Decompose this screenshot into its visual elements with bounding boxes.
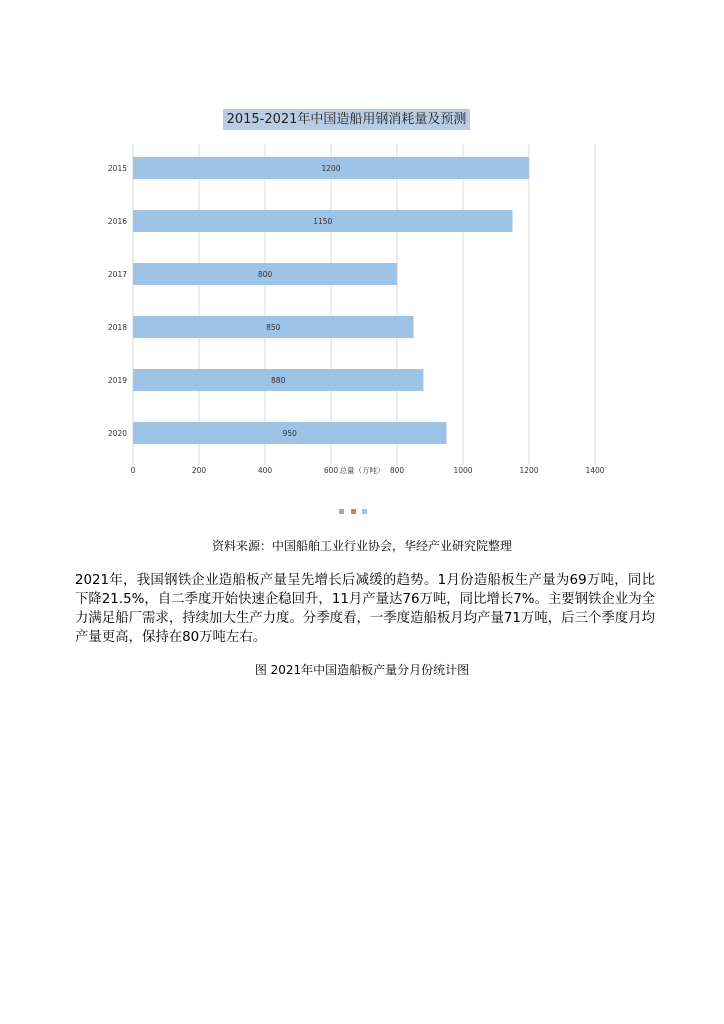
- x-axis-title: 总量（万吨）: [339, 466, 385, 475]
- x-tick-label: 1000: [453, 466, 473, 475]
- x-tick-label: 800: [389, 466, 405, 475]
- bar-data-label: 1150: [313, 217, 333, 226]
- y-category-label: 2016: [107, 217, 127, 226]
- x-tick-label: 600: [323, 466, 339, 475]
- body-paragraph: 2021年，我国钢铁企业造船板产量呈先增长后减缓的趋势。1月份造船板生产量为69万吨，同比下降21.5%，自二季度开始快速企稳回升，11月产量达76万吨，同比增长7%。主要钢铁企业为全力满足船厂需求，持续加大生产力度。分季度看，一季度造船板月均产量71万吨，后三个季度月均产量更高，保持在80万吨左右。: [75, 573, 655, 645]
- legend-marker-3: [362, 509, 367, 514]
- x-tick-label: 1400: [585, 466, 605, 475]
- x-tick-label: 200: [191, 466, 207, 475]
- x-tick-label: 0: [130, 466, 136, 475]
- legend-marker-1: [339, 509, 344, 514]
- chart-title: 2015-2021年中国造船用钢消耗量及预测: [223, 109, 470, 130]
- source-note: 资料来源：中国船舶工业行业协会，华经产业研究院整理: [211, 539, 512, 553]
- y-category-label: 2020: [107, 429, 127, 438]
- y-category-label: 2015: [107, 164, 127, 173]
- bar-data-label: 880: [271, 376, 286, 385]
- y-category-label: 2018: [107, 323, 127, 332]
- bar-data-label: 1200: [321, 164, 341, 173]
- y-category-label: 2019: [107, 376, 127, 385]
- figure-caption: 图 2021年中国造船板产量分月份统计图: [254, 663, 470, 677]
- x-tick-label: 400: [257, 466, 273, 475]
- bar-data-label: 950: [282, 429, 297, 438]
- bar-data-label: 850: [266, 323, 281, 332]
- legend-marker-2: [351, 509, 356, 514]
- y-category-label: 2017: [107, 270, 127, 279]
- x-tick-label: 1200: [519, 466, 539, 475]
- bar-data-label: 800: [257, 270, 273, 279]
